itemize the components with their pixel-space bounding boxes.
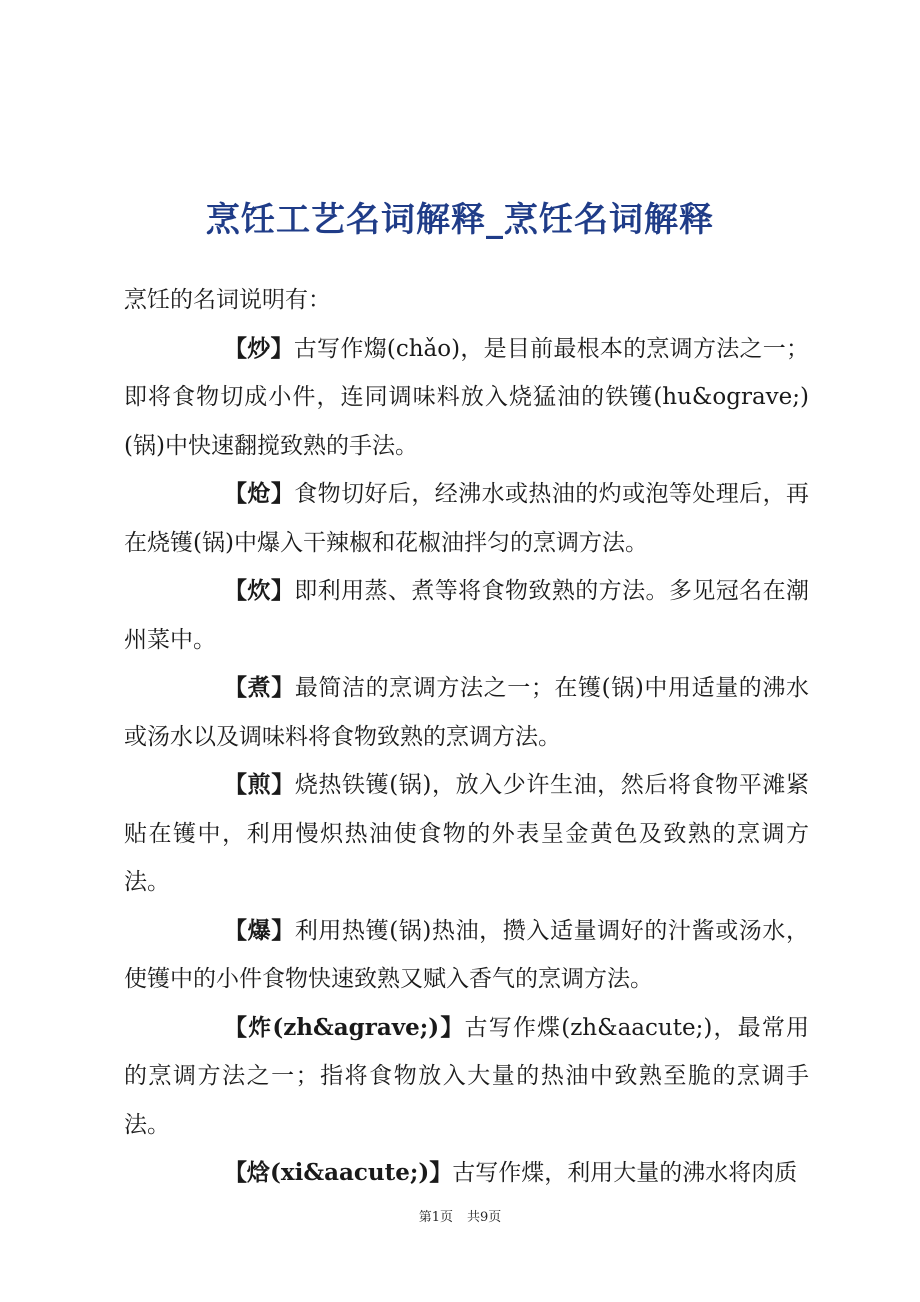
term-entry [124,325,809,471]
term-label: 【炝】 [224,480,295,507]
page-total: 共9页 [467,1210,502,1225]
term-entry [124,470,809,567]
intro-paragraph: 烹饪的名词说明有： [124,287,331,313]
term-definition: 最简洁的烹调方法之一；在镬(锅)中用适量的沸水或汤水以及调味料将食物致熟的烹调方法。 [124,675,810,750]
term-label: 【炸(zh&agrave;)】 [224,1013,465,1041]
term-label: 【焓(xi&aacute;)】 [224,1159,453,1186]
term-entry [124,567,809,664]
term-definition: 利用热镬(锅)热油，攒入适量调好的汁酱或汤水，使镬中的小件食物快速致熟又赋入香气的烹调方法。 [124,917,810,992]
term-label: 【炊】 [224,577,295,604]
page-title: 烹饪工艺名词解释_烹饪名词解释 [206,200,714,240]
term-label: 【煎】 [224,771,295,798]
term-entry [124,1004,809,1150]
document-body [124,276,809,1198]
term-definition: 烧热铁镬(锅)，放入少许生油，然后将食物平滩紧贴在镬中，利用慢炽热油使食物的外表呈金黄色及致熟的烹调方法。 [124,772,810,895]
term-entry [124,664,809,761]
term-definition: 古写作煼(chǎo)，是目前最根本的烹调方法之一；即将食物切成小件，连同调味料放入烧猛油的铁镬(hu&ograve;)(锅)中快速翻搅致熟的手法。 [124,335,810,459]
page-footer [0,1206,920,1225]
term-entry [124,1149,809,1198]
term-label: 【爆】 [224,916,295,944]
term-definition: 古写作煠(zh&aacute;)，最常用的烹调方法之一；指将食物放入大量的热油中致熟至脆的烹调手法。 [124,1014,809,1138]
term-definition: 食物切好后，经沸水或热油的灼或泡等处理后，再在烧镬(锅)中爆入干辣椒和花椒油拌匀的烹调方法。 [124,481,809,556]
term-definition: 即利用蒸、煮等将食物致熟的方法。多见冠名在潮州菜中。 [124,578,809,653]
term-label: 【炒】 [224,334,294,362]
term-definition: 古写作煠，利用大量的沸水将肉质 [452,1160,798,1186]
term-entry [124,907,809,1004]
page-number: 第1页 [418,1210,453,1225]
term-entry [124,761,809,907]
term-label: 【煮】 [224,674,295,701]
